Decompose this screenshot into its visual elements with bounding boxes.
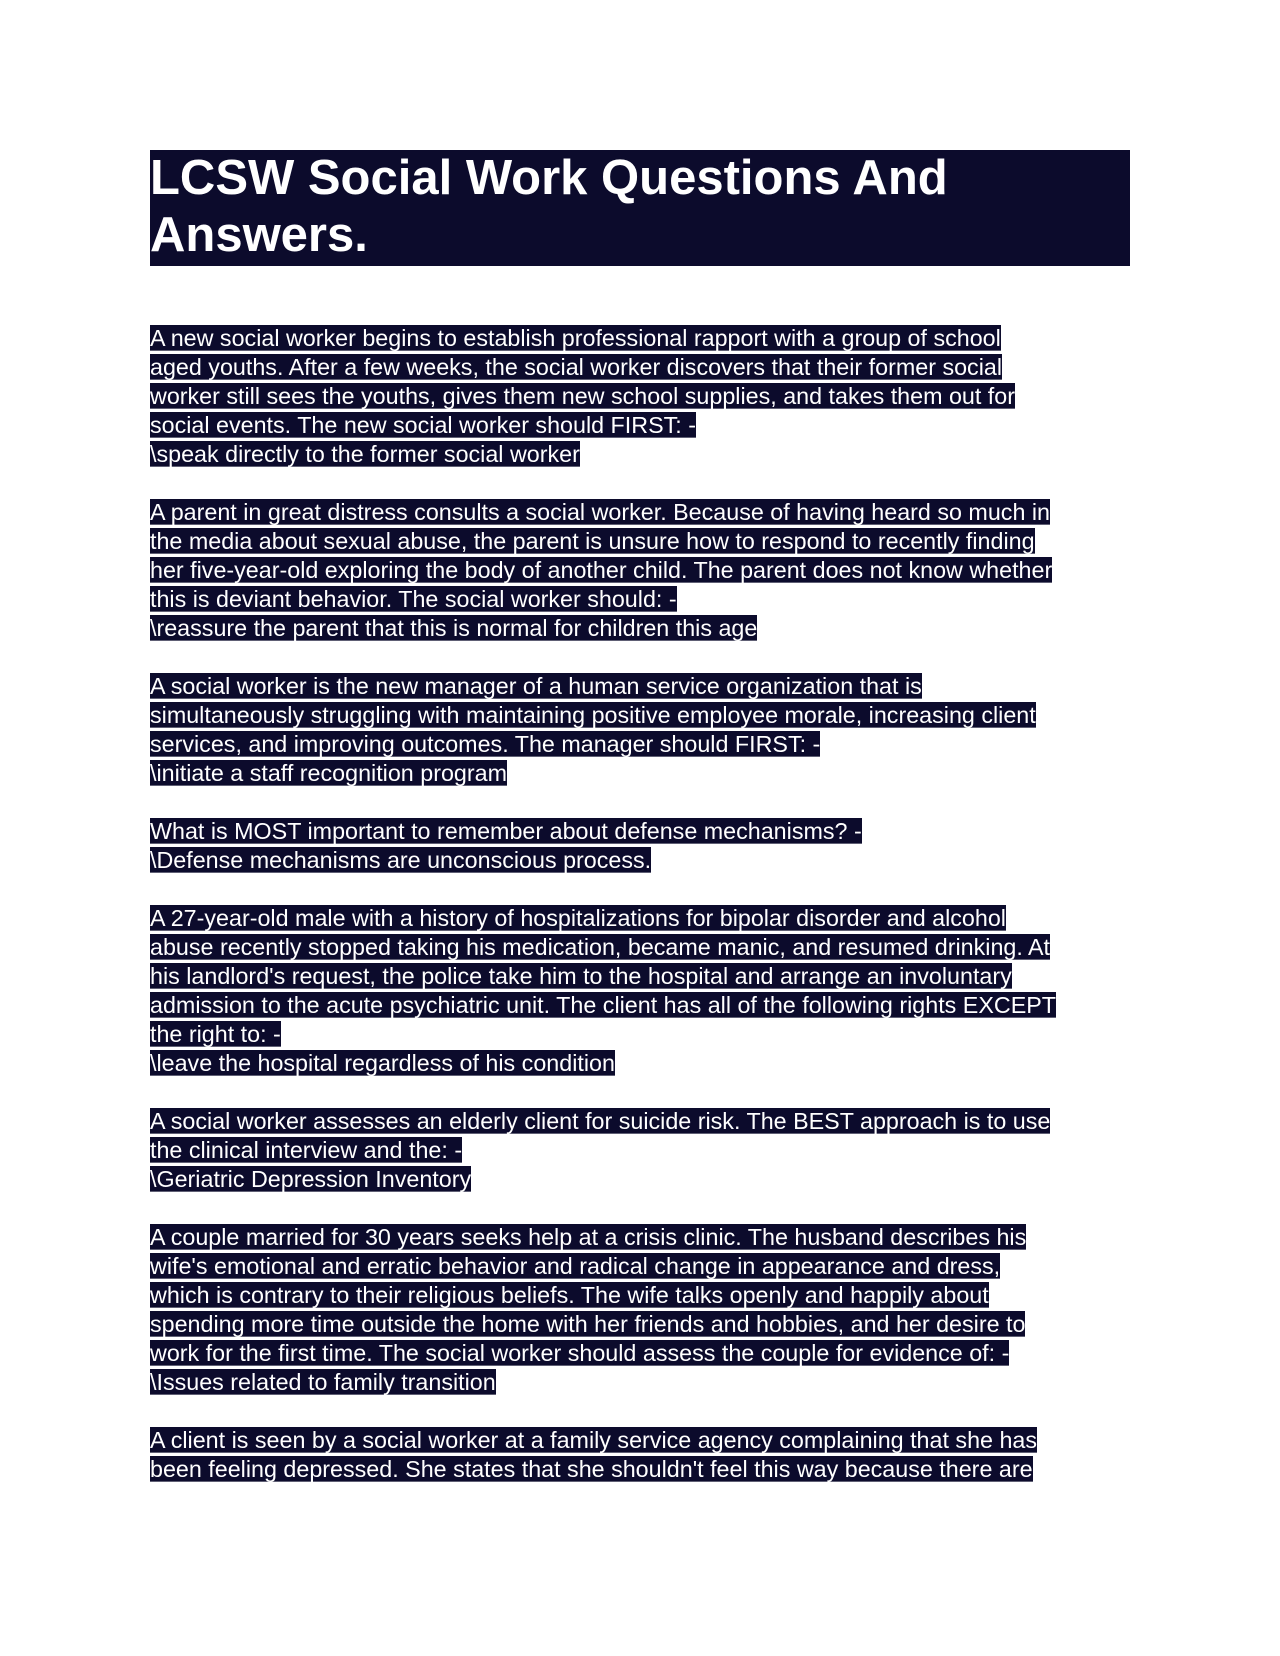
qa-line	[150, 585, 1130, 614]
qa-line-text: the clinical interview and the: -	[150, 1137, 463, 1163]
qa-line	[150, 701, 1130, 730]
qa-line-text: services, and improving outcomes. The manager should FIRST: -	[150, 731, 821, 757]
qa-line-text: A new social worker begins to establish professional rapport with a group of school	[150, 325, 1001, 351]
document-title	[150, 150, 1130, 266]
qa-line	[150, 614, 1130, 643]
qa-line-text: been feeling depressed. She states that she shouldn't feel this way because there are	[150, 1456, 1033, 1482]
title-line: Answers.	[150, 208, 368, 262]
qa-line	[150, 411, 1130, 440]
qa-line	[150, 1310, 1130, 1339]
qa-line	[150, 1165, 1130, 1194]
qa-line-text: \initiate a staff recognition program	[150, 760, 507, 786]
qa-line-text: his landlord's request, the police take him to the hospital and arrange an involuntary	[150, 963, 1012, 989]
qa-line-text: worker still sees the youths, gives them new school supplies, and takes them out for	[150, 383, 1015, 409]
document-page	[150, 150, 1130, 1513]
qa-line	[150, 1368, 1130, 1397]
qa-line	[150, 1223, 1130, 1252]
qa-line-text: this is deviant behavior. The social worker should: -	[150, 586, 677, 612]
qa-line-text: A social worker assesses an elderly client for suicide risk. The BEST approach is to use	[150, 1108, 1051, 1134]
qa-line-text: \reassure the parent that this is normal for children this age	[150, 615, 758, 641]
qa-line-text: spending more time outside the home with her friends and hobbies, and her desire to	[150, 1311, 1026, 1337]
qa-line	[150, 1252, 1130, 1281]
title-line: LCSW Social Work Questions And	[150, 151, 948, 205]
qa-line-text: her five-year-old exploring the body of another child. The parent does not know whether	[150, 557, 1053, 583]
qa-line	[150, 1455, 1130, 1484]
qa-line-text: \Issues related to family transition	[150, 1369, 496, 1395]
qa-line	[150, 1049, 1130, 1078]
qa-line	[150, 1020, 1130, 1049]
qa-line-text: \leave the hospital regardless of his condition	[150, 1050, 615, 1076]
qa-line	[150, 1281, 1130, 1310]
qa-line	[150, 440, 1130, 469]
qa-line	[150, 991, 1130, 1020]
qa-line-text: the media about sexual abuse, the parent is unsure how to respond to recently finding	[150, 528, 1035, 554]
qa-line	[150, 1339, 1130, 1368]
qa-line	[150, 382, 1130, 411]
qa-line	[150, 962, 1130, 991]
qa-list	[150, 324, 1130, 1484]
qa-line-text: simultaneously struggling with maintaining positive employee morale, increasing client	[150, 702, 1036, 728]
qa-line	[150, 817, 1130, 846]
qa-line-text: \speak directly to the former social worker	[150, 441, 580, 467]
qa-line-text: which is contrary to their religious beliefs. The wife talks openly and happily about	[150, 1282, 989, 1308]
qa-line	[150, 353, 1130, 382]
qa-item	[150, 1426, 1130, 1484]
qa-line-text: A couple married for 30 years seeks help at a crisis clinic. The husband describes his	[150, 1224, 1027, 1250]
qa-line-text: aged youths. After a few weeks, the social worker discovers that their former social	[150, 354, 1003, 380]
qa-line	[150, 1107, 1130, 1136]
qa-line-text: social events. The new social worker should FIRST: -	[150, 412, 696, 438]
qa-line	[150, 556, 1130, 585]
qa-item	[150, 498, 1130, 643]
qa-item	[150, 324, 1130, 469]
qa-line	[150, 846, 1130, 875]
qa-line	[150, 1426, 1130, 1455]
qa-line-text: work for the first time. The social worker should assess the couple for evidence of: -	[150, 1340, 1010, 1366]
qa-line-text: the right to: -	[150, 1021, 281, 1047]
qa-line-text: admission to the acute psychiatric unit. The client has all of the following rights EXCEPT	[150, 992, 1057, 1018]
qa-line-text: abuse recently stopped taking his medication, became manic, and resumed drinking. At	[150, 934, 1051, 960]
qa-item	[150, 1107, 1130, 1194]
qa-line-text: A parent in great distress consults a social worker. Because of having heard so much in	[150, 499, 1051, 525]
qa-line	[150, 730, 1130, 759]
qa-line-text: \Defense mechanisms are unconscious process.	[150, 847, 652, 873]
qa-item	[150, 904, 1130, 1078]
qa-line	[150, 498, 1130, 527]
qa-line-text: A 27-year-old male with a history of hospitalizations for bipolar disorder and alcohol	[150, 905, 1006, 931]
qa-line-text: wife's emotional and erratic behavior and radical change in appearance and dress,	[150, 1253, 1001, 1279]
qa-line	[150, 1136, 1130, 1165]
qa-line	[150, 672, 1130, 701]
qa-item	[150, 672, 1130, 788]
qa-item	[150, 1223, 1130, 1397]
qa-line	[150, 904, 1130, 933]
qa-line	[150, 759, 1130, 788]
qa-line	[150, 933, 1130, 962]
qa-line-text: A social worker is the new manager of a human service organization that is	[150, 673, 922, 699]
qa-line	[150, 527, 1130, 556]
qa-line-text: What is MOST important to remember about defense mechanisms? -	[150, 818, 862, 844]
qa-line	[150, 324, 1130, 353]
qa-line-text: A client is seen by a social worker at a family service agency complaining that she has	[150, 1427, 1038, 1453]
qa-line-text: \Geriatric Depression Inventory	[150, 1166, 472, 1192]
qa-item	[150, 817, 1130, 875]
